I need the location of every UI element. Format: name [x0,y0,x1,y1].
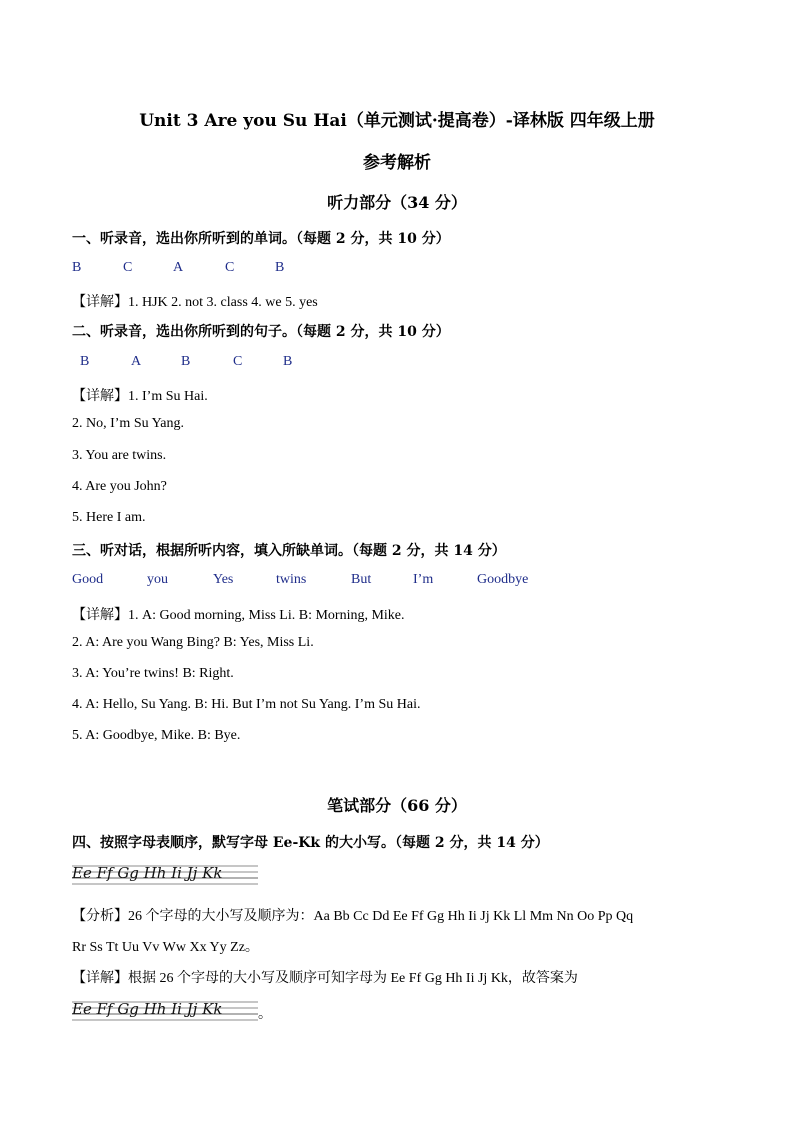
answer: B [80,354,90,369]
answer: C [233,354,243,369]
question-3-detail-line: 【详解】1. A: Good morning, Miss Li. B: Morning, Mike. [72,608,405,623]
question-2-answers [72,354,372,372]
question-2-detail-line: 4. Are you John? [72,479,167,494]
answer: B [275,260,285,275]
answer: I’m [413,572,434,587]
answer: C [225,260,235,275]
question-3-detail-line: 2. A: Are you Wang Bing? B: Yes, Miss Li. [72,635,314,650]
handwriting-letters: Ee Ff Gg Hh Ii Jj Kk [72,1000,223,1018]
question-3-heading: 三、听对话，根据所听内容，填入所缺单词。（每题 2 分，共 14 分） [72,543,506,559]
handwriting-letters: Ee Ff Gg Hh Ii Jj Kk [72,864,223,882]
writing-section-title: 笔试部分（66 分） [327,796,467,815]
answer: A [131,354,142,369]
answer: C [123,260,133,275]
handwriting-answer-image-2 [72,996,262,1026]
question-2-detail-line: 3. You are twins. [72,448,167,463]
answer: B [181,354,191,369]
answer: Goodbye [477,572,529,587]
listening-section-title: 听力部分（34 分） [327,193,467,212]
question-4-detail-end: 。 [258,1007,272,1022]
answer: B [72,260,82,275]
question-2-detail-line: 2. No, I’m Su Yang. [72,416,185,431]
handwriting-answer-image [72,860,262,890]
question-3-detail-line: 5. A: Goodbye, Mike. B: Bye. [72,728,241,743]
document-title: Unit 3 Are you Su Hai（单元测试·提高卷）-译林版 四年级上册 [139,111,655,131]
question-2-heading: 二、听录音，选出你所听到的句子。（每题 2 分，共 10 分） [72,324,450,340]
question-2-detail-line: 5. Here I am. [72,510,146,525]
question-3-answers [72,572,572,590]
answer: Yes [213,572,234,587]
question-3-detail-line: 4. A: Hello, Su Yang. B: Hi. But I’m not Su Yang. I’m Su Hai. [72,697,421,712]
answer: you [147,572,168,587]
answer: Good [72,572,104,587]
answer: But [351,572,372,587]
question-1-answers [72,260,372,278]
question-4-detail: 【详解】根据 26 个字母的大小写及顺序可知字母为 Ee Ff Gg Hh Ii Jj Kk，故答案为 [72,971,578,986]
question-4-analysis-line: 【分析】26 个字母的大小写及顺序为：Aa Bb Cc Dd Ee Ff Gg Hh Ii Jj Kk Ll Mm Nn Oo Pp Qq [72,909,634,924]
question-1-heading: 一、听录音，选出你所听到的单词。（每题 2 分，共 10 分） [72,231,450,247]
answer: twins [276,572,307,587]
answer: A [173,260,184,275]
question-2-detail-line: 【详解】1. I’m Su Hai. [72,389,208,404]
question-4-analysis-line: Rr Ss Tt Uu Vv Ww Xx Yy Zz。 [72,940,259,955]
question-1-detail: 【详解】1. HJK 2. not 3. class 4. we 5. yes [72,295,318,310]
question-3-detail-line: 3. A: You’re twins! B: Right. [72,666,234,681]
document-subtitle: 参考解析 [363,153,431,173]
question-4-heading: 四、按照字母表顺序，默写字母 Ee-Kk 的大小写。（每题 2 分，共 14 分） [72,835,549,851]
answer: B [283,354,293,369]
